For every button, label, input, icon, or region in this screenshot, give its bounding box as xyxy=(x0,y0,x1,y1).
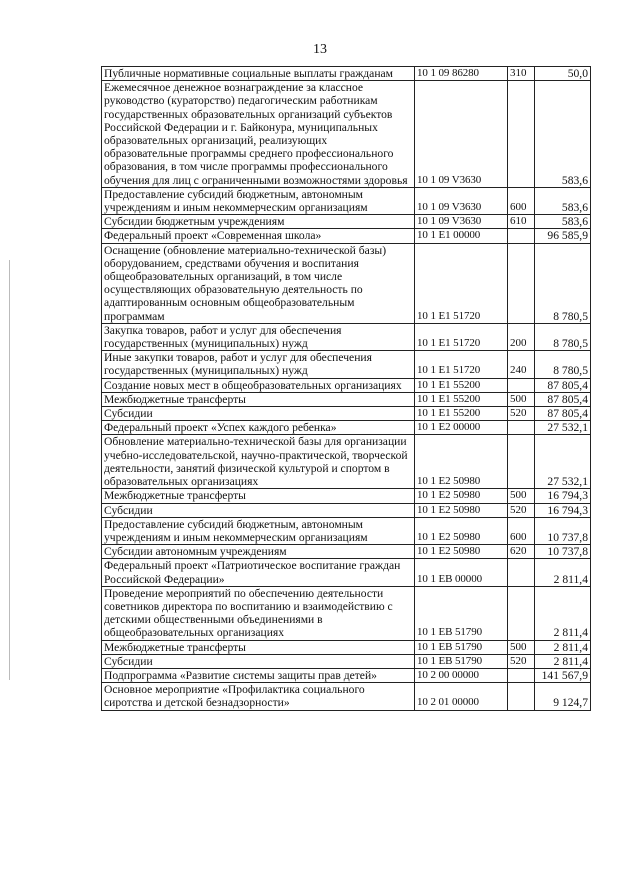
budget-table-body xyxy=(102,67,591,711)
table-row xyxy=(102,187,591,214)
row-code-cell: 10 1 09 V3630 xyxy=(415,215,508,229)
row-sum-cell: 2 811,4 xyxy=(535,586,591,640)
row-name-cell: Предоставление субсидий бюджетным, автономным учреждениям и иным некоммерческим организациям xyxy=(102,187,415,214)
table-row xyxy=(102,545,591,559)
row-sum-cell: 16 794,3 xyxy=(535,503,591,517)
row-code-cell: 10 1 E1 51720 xyxy=(415,323,508,350)
row-code-cell: 10 1 E1 51720 xyxy=(415,351,508,378)
table-row xyxy=(102,640,591,654)
table-row xyxy=(102,683,591,710)
row-expense-type-cell: 600 xyxy=(508,187,535,214)
row-code-cell: 10 1 E2 00000 xyxy=(415,421,508,435)
row-sum-cell: 16 794,3 xyxy=(535,489,591,503)
row-name-cell: Публичные нормативные социальные выплаты гражданам xyxy=(102,67,415,81)
row-expense-type-cell: 500 xyxy=(508,392,535,406)
row-expense-type-cell: 240 xyxy=(508,351,535,378)
row-code-cell: 10 2 01 00000 xyxy=(415,683,508,710)
row-expense-type-cell xyxy=(508,81,535,188)
row-expense-type-cell xyxy=(508,243,535,323)
row-name-cell: Субсидии автономным учреждениям xyxy=(102,545,415,559)
table-row xyxy=(102,407,591,421)
row-sum-cell: 10 737,8 xyxy=(535,545,591,559)
table-row xyxy=(102,378,591,392)
row-sum-cell: 87 805,4 xyxy=(535,407,591,421)
row-code-cell: 10 1 E1 51720 xyxy=(415,243,508,323)
row-expense-type-cell xyxy=(508,586,535,640)
table-row xyxy=(102,586,591,640)
row-sum-cell: 2 811,4 xyxy=(535,559,591,586)
row-name-cell: Субсидии xyxy=(102,503,415,517)
row-expense-type-cell: 520 xyxy=(508,654,535,668)
row-sum-cell: 2 811,4 xyxy=(535,654,591,668)
row-expense-type-cell: 200 xyxy=(508,323,535,350)
row-expense-type-cell xyxy=(508,683,535,710)
row-sum-cell: 8 780,5 xyxy=(535,323,591,350)
row-name-cell: Предоставление субсидий бюджетным, автономным учреждениям и иным некоммерческим организациям xyxy=(102,517,415,544)
row-name-cell: Основное мероприятие «Профилактика социального сиротства и детской безнадзорности» xyxy=(102,683,415,710)
row-sum-cell: 87 805,4 xyxy=(535,378,591,392)
table-row xyxy=(102,559,591,586)
row-code-cell: 10 1 09 V3630 xyxy=(415,81,508,188)
row-code-cell: 10 1 EB 00000 xyxy=(415,559,508,586)
row-name-cell: Субсидии xyxy=(102,407,415,421)
row-sum-cell: 583,6 xyxy=(535,187,591,214)
row-expense-type-cell xyxy=(508,378,535,392)
row-sum-cell: 10 737,8 xyxy=(535,517,591,544)
row-name-cell: Обновление материально-технической базы для организации учебно-исследовательской, научно-практической, творческой деятельности, занятий физической культурой и спортом в образовательных организациях xyxy=(102,435,415,489)
table-row xyxy=(102,517,591,544)
row-expense-type-cell xyxy=(508,668,535,682)
row-code-cell: 10 1 EB 51790 xyxy=(415,654,508,668)
row-name-cell: Оснащение (обновление материально-технической базы) оборудованием, средствами обучения и воспитания общеобразовательных организаций, в том числе осуществляющих образовательную деятельность по адаптированным основным общеобразовательным программам xyxy=(102,243,415,323)
row-expense-type-cell: 610 xyxy=(508,215,535,229)
row-name-cell: Межбюджетные трансферты xyxy=(102,392,415,406)
row-sum-cell: 583,6 xyxy=(535,81,591,188)
row-name-cell: Иные закупки товаров, работ и услуг для обеспечения государственных (муниципальных) нужд xyxy=(102,351,415,378)
row-sum-cell: 8 780,5 xyxy=(535,351,591,378)
table-row xyxy=(102,243,591,323)
row-expense-type-cell: 310 xyxy=(508,67,535,81)
table-row xyxy=(102,67,591,81)
table-row xyxy=(102,503,591,517)
row-code-cell: 10 1 09 86280 xyxy=(415,67,508,81)
row-code-cell: 10 1 E2 50980 xyxy=(415,435,508,489)
row-name-cell: Межбюджетные трансферты xyxy=(102,489,415,503)
row-name-cell: Создание новых мест в общеобразовательных организациях xyxy=(102,378,415,392)
row-sum-cell: 27 532,1 xyxy=(535,435,591,489)
row-expense-type-cell: 500 xyxy=(508,489,535,503)
row-code-cell: 10 1 E1 55200 xyxy=(415,392,508,406)
row-name-cell: Субсидии бюджетным учреждениям xyxy=(102,215,415,229)
row-expense-type-cell: 600 xyxy=(508,517,535,544)
row-sum-cell: 8 780,5 xyxy=(535,243,591,323)
row-code-cell: 10 1 E1 55200 xyxy=(415,407,508,421)
row-sum-cell: 87 805,4 xyxy=(535,392,591,406)
table-row xyxy=(102,351,591,378)
row-expense-type-cell xyxy=(508,559,535,586)
row-sum-cell: 583,6 xyxy=(535,215,591,229)
row-code-cell: 10 1 E2 50980 xyxy=(415,517,508,544)
page-number: 13 xyxy=(313,42,327,57)
row-expense-type-cell xyxy=(508,229,535,243)
row-code-cell: 10 1 E2 50980 xyxy=(415,545,508,559)
row-code-cell: 10 1 09 V3630 xyxy=(415,187,508,214)
row-expense-type-cell: 520 xyxy=(508,503,535,517)
row-expense-type-cell: 500 xyxy=(508,640,535,654)
table-row xyxy=(102,668,591,682)
row-code-cell: 10 1 EB 51790 xyxy=(415,586,508,640)
row-name-cell: Федеральный проект «Современная школа» xyxy=(102,229,415,243)
row-name-cell: Федеральный проект «Успех каждого ребенка» xyxy=(102,421,415,435)
row-name-cell: Субсидии xyxy=(102,654,415,668)
row-sum-cell: 96 585,9 xyxy=(535,229,591,243)
scan-margin-line xyxy=(9,260,10,680)
table-row xyxy=(102,435,591,489)
table-row xyxy=(102,654,591,668)
row-name-cell: Закупка товаров, работ и услуг для обеспечения государственных (муниципальных) нужд xyxy=(102,323,415,350)
row-code-cell: 10 1 EB 51790 xyxy=(415,640,508,654)
row-sum-cell: 141 567,9 xyxy=(535,668,591,682)
row-name-cell: Межбюджетные трансферты xyxy=(102,640,415,654)
row-name-cell: Ежемесячное денежное вознаграждение за классное руководство (кураторство) педагогическим работникам государственных образовательных организаций субъектов Российской Федерации и г. Байконура, муниципальных образовательных организаций, реализующих образовательные программы среднего профессионального образования, в том числе программы профессионального обучения для лиц с ограниченными возможностями здоровья xyxy=(102,81,415,188)
row-sum-cell: 50,0 xyxy=(535,67,591,81)
row-expense-type-cell xyxy=(508,435,535,489)
row-code-cell: 10 2 00 00000 xyxy=(415,668,508,682)
row-name-cell: Проведение мероприятий по обеспечению деятельности советников директора по воспитанию и взаимодействию с детскими общественными объединениями в общеобразовательных организациях xyxy=(102,586,415,640)
row-code-cell: 10 1 E2 50980 xyxy=(415,489,508,503)
row-name-cell: Подпрограмма «Развитие системы защиты прав детей» xyxy=(102,668,415,682)
row-sum-cell: 9 124,7 xyxy=(535,683,591,710)
row-code-cell: 10 1 E1 55200 xyxy=(415,378,508,392)
row-code-cell: 10 1 E2 50980 xyxy=(415,503,508,517)
table-row xyxy=(102,323,591,350)
table-row xyxy=(102,215,591,229)
row-sum-cell: 27 532,1 xyxy=(535,421,591,435)
row-expense-type-cell xyxy=(508,421,535,435)
table-row xyxy=(102,229,591,243)
row-sum-cell: 2 811,4 xyxy=(535,640,591,654)
budget-table xyxy=(101,66,591,711)
row-expense-type-cell: 620 xyxy=(508,545,535,559)
table-row xyxy=(102,489,591,503)
table-row xyxy=(102,81,591,188)
row-name-cell: Федеральный проект «Патриотическое воспитание граждан Российской Федерации» xyxy=(102,559,415,586)
table-row xyxy=(102,392,591,406)
table-row xyxy=(102,421,591,435)
row-expense-type-cell: 520 xyxy=(508,407,535,421)
row-code-cell: 10 1 E1 00000 xyxy=(415,229,508,243)
